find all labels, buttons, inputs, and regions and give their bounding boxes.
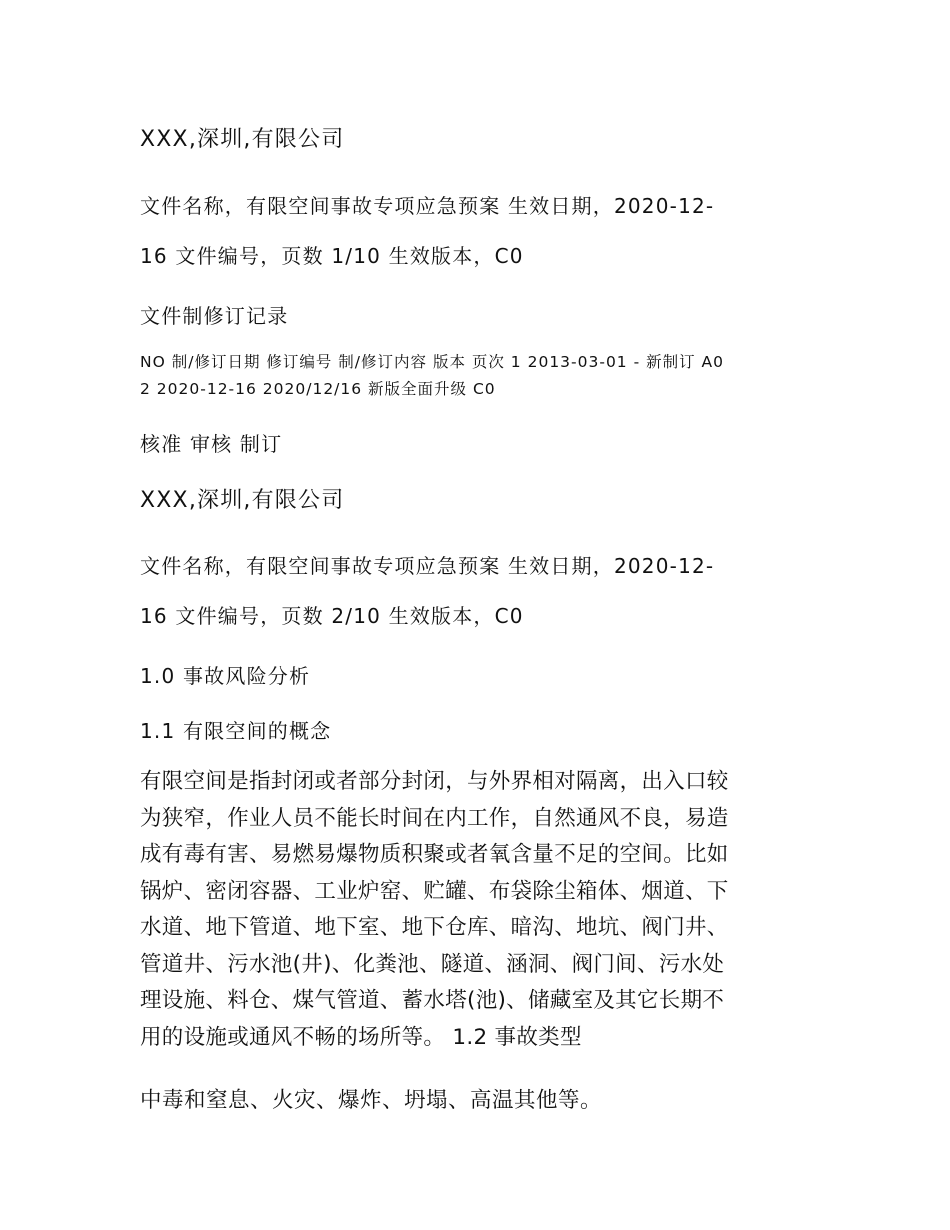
revision-record-row: 2 2020-12-16 2020/12/16 新版全面升级 C0: [140, 380, 496, 398]
paragraph-line: 理设施、料仓、煤气管道、蓄水塔(池)、储藏室及其它长期不: [140, 988, 725, 1013]
company-name: XXX,深圳,有限公司: [140, 127, 345, 152]
paragraph-line: 水道、地下管道、地下室、地下仓库、暗沟、地坑、阀门井、: [140, 915, 729, 940]
paragraph-line: 管道井、污水池(井)、化粪池、隧道、涵洞、阀门间、污水处: [140, 951, 725, 977]
paragraph-line: 锅炉、密闭容器、工业炉窑、贮罐、布袋除尘箱体、烟道、下: [140, 878, 729, 904]
paragraph-line: 用的设施或通风不畅的场所等。 1.2 事故类型: [140, 1024, 582, 1050]
paragraph-line: 为狭窄，作业人员不能长时间在内工作，自然通风不良，易造: [140, 805, 729, 831]
revision-record-row: NO 制/修订日期 修订编号 制/修订内容 版本 页次 1 2013-03-01 - 新制订 A0: [140, 353, 725, 371]
file-info-line: 文件名称，有限空间事故专项应急预案 生效日期，2020-12-: [140, 554, 715, 578]
file-info-line: 16 文件编号，页数 1/10 生效版本，C0: [140, 244, 524, 268]
accident-types-text: 中毒和窒息、火灾、爆炸、坍塌、高温其他等。: [140, 1088, 603, 1113]
paragraph-line: 有限空间是指封闭或者部分封闭，与外界相对隔离，出入口较: [140, 769, 729, 794]
signoff-line: 核准 审核 制订: [140, 432, 283, 456]
body-paragraph: [140, 764, 820, 1056]
company-name: XXX,深圳,有限公司: [140, 488, 345, 513]
revision-record-title: 文件制修订记录: [140, 304, 289, 328]
section-heading: 1.0 事故风险分析: [140, 664, 311, 688]
paragraph-line: 成有毒有害、易燃易爆物质积聚或者氧含量不足的空间。比如: [140, 842, 729, 867]
file-info-line: 文件名称，有限空间事故专项应急预案 生效日期，2020-12-: [140, 194, 715, 218]
section-heading: 1.1 有限空间的概念: [140, 719, 332, 743]
file-info-line: 16 文件编号，页数 2/10 生效版本，C0: [140, 604, 524, 628]
